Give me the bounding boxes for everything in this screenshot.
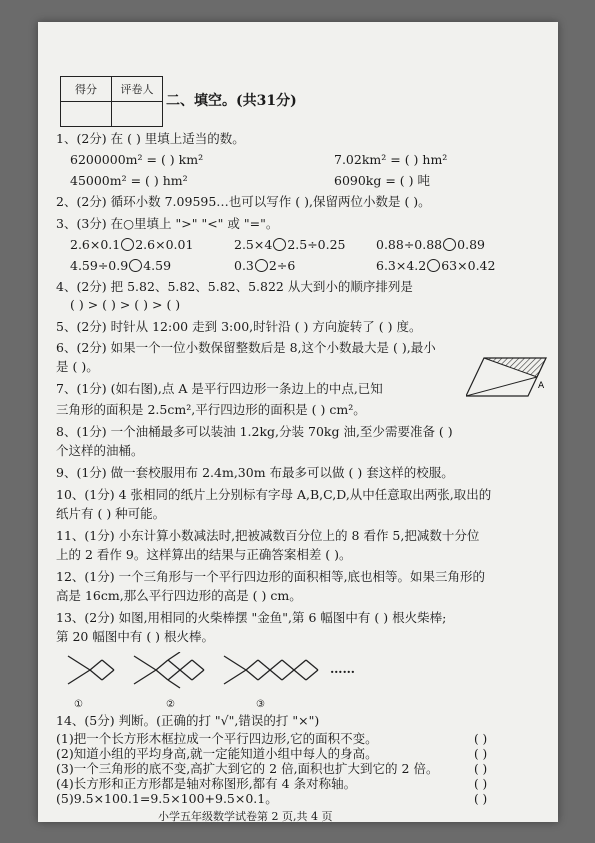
point-a-label: A — [538, 381, 545, 391]
q5: 5、(2分) 时针从 12:00 走到 3:00,时针沿 ( ) 方向旋转了 ( ) 度。 — [56, 319, 422, 334]
q14-item-1: (1)把一个长方形木框拉成一个平行四边形,它的面积不变。 — [56, 731, 378, 746]
q14-item-2: (2)知道小组的平均身高,就一定能知道小组中每人的身高。 — [56, 746, 378, 761]
score-header: 得分 — [61, 77, 112, 102]
q4-line: ( ) > ( ) > ( ) > ( ) — [70, 297, 181, 312]
compare-circle[interactable] — [129, 259, 142, 272]
q1-c: 45000m² = ( ) hm² — [70, 173, 188, 188]
q14-answer-1[interactable]: ( ) — [474, 732, 488, 746]
q13-l2: 第 20 幅图中有 ( ) 根火棒。 — [56, 629, 215, 644]
q14-answer-4[interactable]: ( ) — [474, 777, 488, 791]
q9: 9、(1分) 做一套校服用布 2.4m,30m 布最多可以做 ( ) 套这样的校服。 — [56, 465, 454, 480]
q14-item-5: (5)9.5×100.1=9.5×100+9.5×0.1。 — [56, 791, 278, 806]
q3-r1-a: 2.6×0.1 2.6×0.01 — [70, 237, 194, 252]
score-cell[interactable] — [61, 102, 112, 127]
q4-head: 4、(2分) 把 5.82、5.82、5.82、5.822 从大到小的顺序排列是 — [56, 279, 413, 294]
fish-3 — [224, 656, 318, 684]
q14-item-3: (3)一个三角形的底不变,高扩大到它的 2 倍,面积也扩大到它的 2 倍。 — [56, 761, 439, 776]
fish-1 — [68, 656, 114, 684]
q1-b: 7.02km² = ( ) hm² — [334, 152, 448, 167]
grader-header: 评卷人 — [112, 77, 163, 102]
fish-2 — [134, 652, 204, 688]
fig-ellipsis: …… — [330, 661, 355, 676]
fig-label-1: ① — [74, 699, 83, 710]
q10-l1: 10、(1分) 4 张相同的纸片上分别标有字母 A,B,C,D,从中任意取出两张,取出的 — [56, 487, 492, 502]
q14-answer-3[interactable]: ( ) — [474, 762, 488, 776]
diagonal-line — [466, 377, 537, 396]
q14-head: 14、(5分) 判断。(正确的打 "√",错误的打 "×") — [56, 713, 320, 728]
compare-circle[interactable] — [121, 238, 134, 251]
q14-answer-5[interactable]: ( ) — [474, 792, 488, 806]
q7-l1: 7、(1分) (如右图),点 A 是平行四边形一条边上的中点,已知 — [56, 381, 383, 396]
q12-l1: 12、(1分) 一个三角形与一个平行四边形的面积相等,底也相等。如果三角形的 — [56, 569, 486, 584]
matchstick-fish-figure — [66, 652, 366, 698]
q12-l2: 高是 16cm,那么平行四边形的高是 ( ) cm。 — [56, 588, 302, 603]
q3-r2-a: 4.59÷0.9 4.59 — [70, 258, 172, 273]
q14-answer-2[interactable]: ( ) — [474, 747, 488, 761]
compare-circle[interactable] — [273, 238, 286, 251]
score-table — [60, 76, 163, 127]
q3-r2-c: 6.3×4.2 63×0.42 — [376, 258, 496, 273]
page-footer: 小学五年级数学试卷第 2 页,共 4 页 — [158, 810, 333, 823]
q8-l2: 个这样的油桶。 — [56, 443, 144, 458]
fig-label-3: ③ — [256, 699, 265, 710]
exam-sheet — [38, 22, 558, 822]
compare-circle[interactable] — [255, 259, 268, 272]
q1-a: 6200000m² = ( ) km² — [70, 152, 204, 167]
q14-item-4: (4)长方形和正方形都是轴对称图形,都有 4 条对称轴。 — [56, 776, 357, 791]
q3-head: 3、(3分) 在○里填上 ">" "<" 或 "="。 — [56, 216, 279, 231]
compare-circle[interactable] — [427, 259, 440, 272]
q8-l1: 8、(1分) 一个油桶最多可以装油 1.2kg,分装 70kg 油,至少需要准备 ( ) — [56, 424, 453, 439]
q1-d: 6090kg = ( ) 吨 — [334, 173, 431, 188]
q11-l2: 上的 2 看作 9。这样算出的结果与正确答案相差 ( )。 — [56, 547, 352, 562]
q3-r1-c: 0.88÷0.88 0.89 — [376, 237, 485, 252]
compare-circle[interactable] — [443, 238, 456, 251]
q3-r1-b: 2.5×4 2.5÷0.25 — [234, 237, 346, 252]
q6-l2: 是 ( )。 — [56, 359, 99, 374]
shaded-triangle — [484, 358, 546, 377]
fig-label-2: ② — [166, 699, 175, 710]
q7-l2: 三角形的面积是 2.5cm²,平行四边形的面积是 ( ) cm²。 — [56, 402, 366, 417]
q3-r2-b: 0.3 2÷6 — [234, 258, 296, 273]
q1-head: 1、(2分) 在 ( ) 里填上适当的数。 — [56, 131, 245, 146]
parallelogram-figure — [466, 354, 548, 400]
grader-cell[interactable] — [112, 102, 163, 127]
q11-l1: 11、(1分) 小东计算小数减法时,把被减数百分位上的 8 看作 5,把减数十分位 — [56, 528, 480, 543]
q13-l1: 13、(2分) 如图,用相同的火柴棒摆 "金鱼",第 6 幅图中有 ( ) 根火柴棒; — [56, 610, 447, 625]
q6-l1: 6、(2分) 如果一个一位小数保留整数后是 8,这个小数最大是 ( ),最小 — [56, 340, 436, 355]
section-title: 二、填空。(共31分) — [166, 93, 297, 109]
q10-l2: 纸片有 ( ) 种可能。 — [56, 506, 166, 521]
q2: 2、(2分) 循环小数 7.09595…也可以写作 ( ),保留两位小数是 ( )。 — [56, 194, 431, 209]
